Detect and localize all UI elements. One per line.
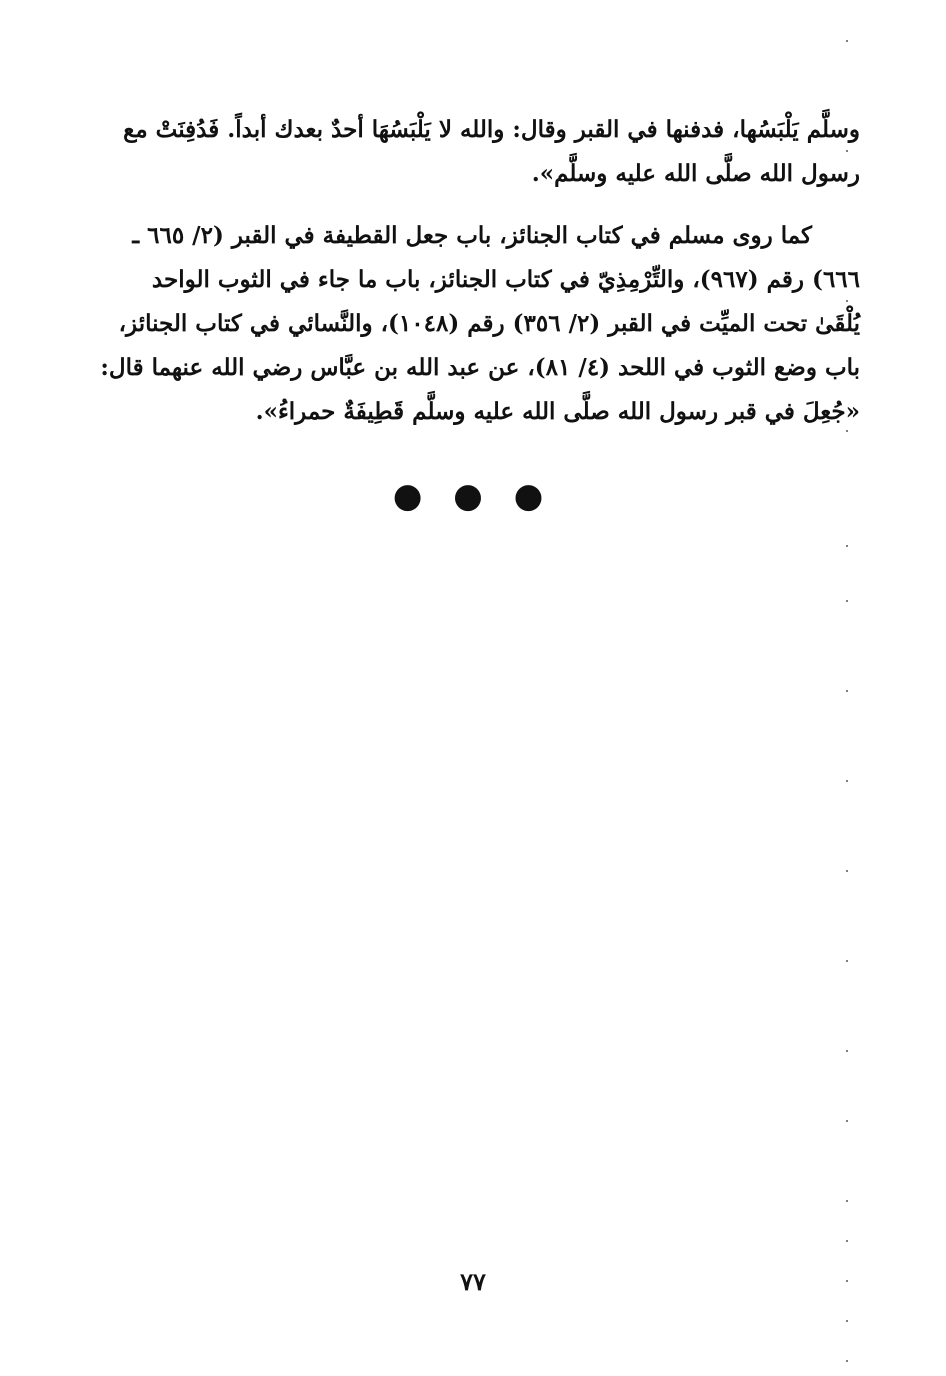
edge-dot: [846, 1240, 848, 1242]
edge-dot: [846, 1120, 848, 1122]
text-line: يُلْقَىٰ تحت الميِّت في القبر (٢/ ٣٥٦) رقم (١٠٤٨)، والنَّسائي في كتاب الجنائز،: [118, 310, 860, 337]
text-line: وسلَّم يَلْبَسُها، فدفنها في القبر وقال: والله لا يَلْبَسُهَا أحدٌ بعدك أبداً. فَدُفِنَتْ مع: [123, 116, 860, 143]
edge-dot: [846, 780, 848, 782]
text-line: كما روى مسلم في كتاب الجنائز، باب جعل القطيفة في القبر (٢/ ٦٦٥ ـ: [132, 222, 812, 249]
edge-dot: [846, 430, 848, 432]
edge-dot: [846, 1280, 848, 1282]
text-line: رسول الله صلَّى الله عليه وسلَّم».: [531, 160, 860, 187]
edge-dot: [846, 1050, 848, 1052]
edge-dot: [846, 1200, 848, 1202]
edge-dot: [846, 600, 848, 602]
edge-dot: [846, 690, 848, 692]
edge-dot: [846, 1320, 848, 1322]
edge-dot: [846, 870, 848, 872]
edge-dot: [846, 40, 848, 42]
page-number: ٧٧: [460, 1267, 486, 1296]
paragraph-2: [100, 214, 860, 434]
text-line: «جُعِلَ في قبر رسول الله صلَّى الله عليه وسلَّم قَطِيفَةٌ حمراءُ».: [255, 398, 860, 425]
edge-dot: [846, 960, 848, 962]
edge-dot: [846, 150, 848, 152]
edge-dot: [846, 1360, 848, 1362]
edge-dot: [846, 545, 848, 547]
edge-dot: [846, 300, 848, 302]
section-separator: ● ● ●: [392, 476, 554, 516]
text-line: باب وضع الثوب في اللحد (٤/ ٨١)، عن عبد الله بن عبَّاس رضي الله عنهما قال:: [100, 354, 860, 381]
page-edge-dots: [846, 0, 852, 1376]
paragraph-1: [100, 108, 860, 196]
text-line: ٦٦٦) رقم (٩٦٧)، والتِّرْمِذِيّ في كتاب الجنائز، باب ما جاء في الثوب الواحد: [151, 266, 860, 293]
